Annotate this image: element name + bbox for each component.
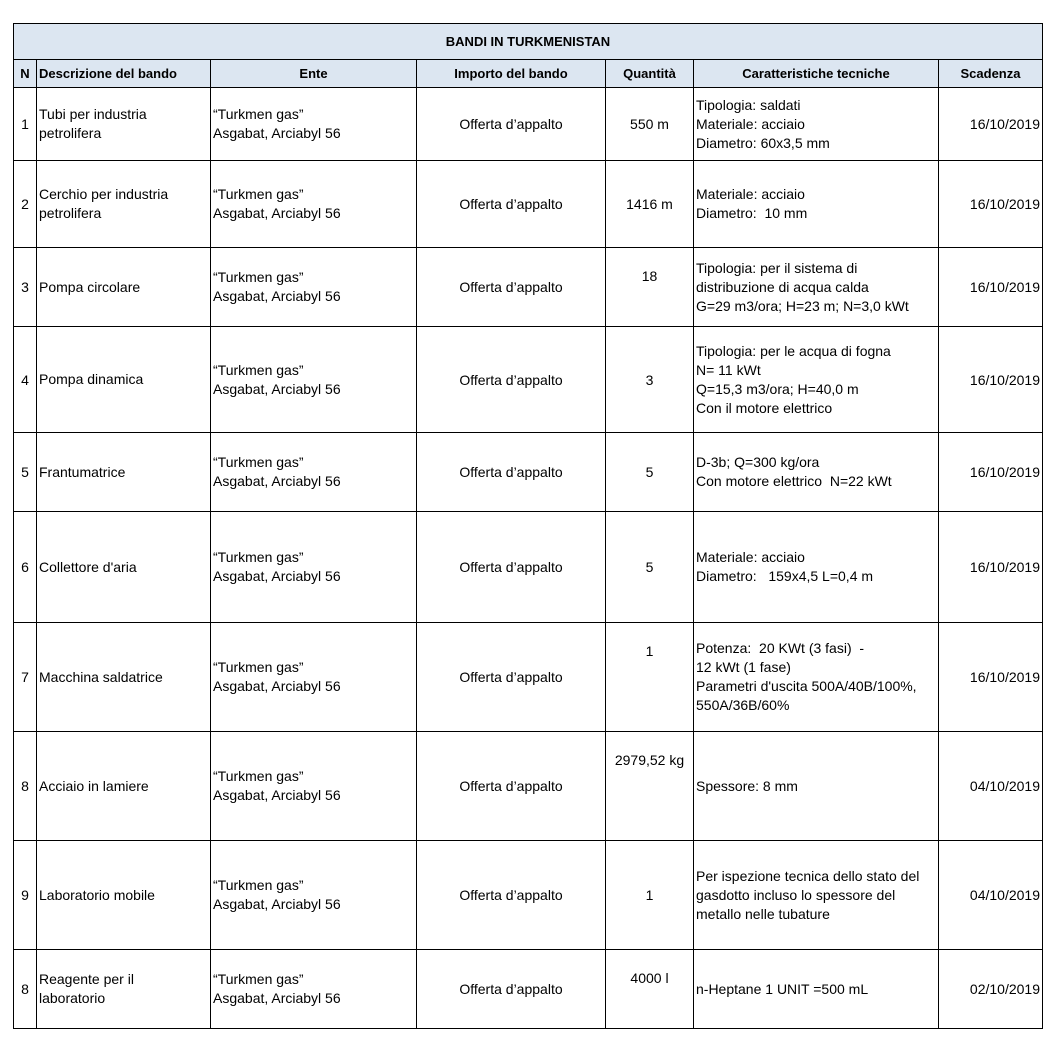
cell-ente [211,512,417,623]
cell-line: Potenza: 20 KWt (3 fasi) - [696,640,865,656]
cell-scadenza: 16/10/2019 [939,512,1043,623]
table-row [14,433,1043,512]
cell-scadenza: 04/10/2019 [939,732,1043,841]
cell-descrizione [37,88,211,161]
header-descrizione: Descrizione del bando [37,60,211,88]
cell-descrizione [37,950,211,1029]
cell-ente [211,433,417,512]
cell-importo: Offerta d’appalto [417,248,606,327]
cell-scadenza: 02/10/2019 [939,950,1043,1029]
cell-quantita: 3 [606,327,694,433]
cell-importo: Offerta d’appalto [417,327,606,433]
cell-line: laboratorio [39,990,106,1006]
cell-descrizione [37,841,211,950]
table-title-row [14,24,1043,60]
cell-caratteristiche [694,433,939,512]
cell-line: 12 kWt (1 fase) [696,659,791,675]
cell-caratteristiche [694,512,939,623]
table-row [14,512,1043,623]
table-row [14,327,1043,433]
cell-n: 7 [14,623,37,732]
table-row [14,841,1043,950]
cell-n: 8 [14,732,37,841]
cell-n: 8 [14,950,37,1029]
cell-ente [211,841,417,950]
table-row [14,161,1043,248]
cell-line: Parametri d'uscita 500A/40B/100%, [696,678,917,694]
cell-caratteristiche [694,161,939,248]
cell-line: 550A/36B/60% [696,697,790,713]
cell-quantita: 1 [606,841,694,950]
cell-line: Laboratorio mobile [39,886,155,903]
cell-ente [211,327,417,433]
cell-descrizione [37,623,211,732]
cell-caratteristiche [694,732,939,841]
cell-line: Asgabat, Arciabyl 56 [213,205,341,221]
cell-line: Diametro: 159x4,5 L=0,4 m [696,568,874,584]
cell-line: Macchina saldatrice [39,668,163,685]
cell-importo: Offerta d’appalto [417,623,606,732]
cell-caratteristiche [694,950,939,1029]
cell-line: Materiale: acciaio [696,549,805,565]
cell-quantita: 2979,52 kg [606,732,694,841]
cell-line: “Turkmen gas” [213,659,304,675]
cell-ente [211,950,417,1029]
cell-line: Asgabat, Arciabyl 56 [213,288,341,304]
table-row [14,950,1043,1029]
cell-line: Con il motore elettrico [696,399,833,416]
cell-scadenza: 16/10/2019 [939,433,1043,512]
cell-line: Asgabat, Arciabyl 56 [213,125,341,141]
tenders-table-frame [13,23,1041,1029]
cell-quantita: 1416 m [606,161,694,248]
cell-line: Tipologia: saldati [696,96,801,113]
table-row [14,248,1043,327]
cell-importo: Offerta d’appalto [417,161,606,248]
cell-scadenza: 04/10/2019 [939,841,1043,950]
cell-line: Diametro: 10 mm [696,205,808,221]
cell-ente [211,161,417,248]
cell-line: Materiale: acciaio [696,186,805,202]
cell-line: Acciaio in lamiere [39,777,149,794]
cell-scadenza: 16/10/2019 [939,88,1043,161]
cell-line: gasdotto incluso lo spessore del [696,886,896,903]
cell-quantita: 5 [606,512,694,623]
table-row [14,623,1043,732]
table-row [14,88,1043,161]
cell-line: Pompa circolare [39,278,141,295]
cell-line: metallo nelle tubature [696,905,830,922]
cell-scadenza: 16/10/2019 [939,161,1043,248]
cell-caratteristiche [694,841,939,950]
cell-importo: Offerta d’appalto [417,512,606,623]
cell-caratteristiche [694,248,939,327]
cell-line: Asgabat, Arciabyl 56 [213,787,341,803]
cell-descrizione [37,433,211,512]
cell-descrizione [37,732,211,841]
cell-descrizione [37,512,211,623]
cell-ente [211,732,417,841]
header-caratteristiche: Caratteristiche tecniche [694,60,939,88]
cell-line: Collettore d'aria [39,558,137,575]
cell-importo: Offerta d’appalto [417,88,606,161]
cell-line: Tipologia: per le acqua di fogna [696,342,891,359]
cell-line: “Turkmen gas” [213,971,304,987]
cell-line: Asgabat, Arciabyl 56 [213,678,341,694]
cell-line: “Turkmen gas” [213,361,304,378]
cell-line: Asgabat, Arciabyl 56 [213,473,341,489]
cell-line: Tipologia: per il sistema di [696,259,858,276]
cell-importo: Offerta d’appalto [417,950,606,1029]
cell-line: Materiale: acciaio [696,115,805,132]
cell-line: Cerchio per industria [39,186,169,202]
header-n: N [14,60,37,88]
cell-line: “Turkmen gas” [213,877,304,893]
cell-line: “Turkmen gas” [213,454,304,470]
cell-line: Asgabat, Arciabyl 56 [213,896,341,912]
cell-line: Con motore elettrico N=22 kWt [696,473,892,489]
cell-line: distribuzione di acqua calda [696,278,869,295]
cell-line: D-3b; Q=300 kg/ora [696,454,820,470]
header-row [14,60,1043,88]
cell-line: Asgabat, Arciabyl 56 [213,990,341,1006]
cell-line: “Turkmen gas” [213,768,304,784]
cell-importo: Offerta d’appalto [417,433,606,512]
cell-quantita: 18 [606,248,694,327]
cell-line: Per ispezione tecnica dello stato del [696,867,920,884]
cell-importo: Offerta d’appalto [417,841,606,950]
cell-line: Spessore: 8 mm [696,777,798,794]
cell-line: Tubi per industria [39,106,147,122]
cell-line: Reagente per il [39,971,134,987]
header-importo: Importo del bando [417,60,606,88]
cell-line: n-Heptane 1 UNIT =500 mL [696,980,869,997]
cell-line: petrolifera [39,205,102,221]
table-title: BANDI IN TURKMENISTAN [14,24,1043,60]
cell-quantita: 1 [606,623,694,732]
cell-ente [211,248,417,327]
cell-ente [211,88,417,161]
header-ente: Ente [211,60,417,88]
cell-n: 5 [14,433,37,512]
cell-scadenza: 16/10/2019 [939,327,1043,433]
cell-n: 4 [14,327,37,433]
cell-descrizione [37,161,211,248]
cell-quantita: 5 [606,433,694,512]
cell-importo: Offerta d’appalto [417,732,606,841]
cell-line: “Turkmen gas” [213,549,304,565]
header-quantita: Quantità [606,60,694,88]
cell-line: Pompa dinamica [39,371,144,387]
cell-line: Asgabat, Arciabyl 56 [213,380,341,397]
cell-descrizione [37,327,211,433]
table-row [14,732,1043,841]
header-scadenza: Scadenza [939,60,1043,88]
cell-line: Q=15,3 m3/ora; H=40,0 m [696,380,859,397]
cell-n: 1 [14,88,37,161]
tenders-table [13,23,1043,1029]
cell-caratteristiche [694,327,939,433]
cell-line: “Turkmen gas” [213,269,304,285]
cell-line: “Turkmen gas” [213,106,304,122]
cell-line: N= 11 kWt [696,361,761,378]
cell-line: “Turkmen gas” [213,186,304,202]
cell-caratteristiche [694,623,939,732]
cell-line: Diametro: 60x3,5 mm [696,134,830,151]
cell-line: G=29 m3/ora; H=23 m; N=3,0 kWt [696,297,909,314]
cell-n: 2 [14,161,37,248]
cell-scadenza: 16/10/2019 [939,623,1043,732]
cell-scadenza: 16/10/2019 [939,248,1043,327]
cell-ente [211,623,417,732]
cell-quantita: 4000 l [606,950,694,1029]
cell-n: 6 [14,512,37,623]
cell-caratteristiche [694,88,939,161]
cell-descrizione [37,248,211,327]
cell-line: Frantumatrice [39,463,126,480]
cell-line: Asgabat, Arciabyl 56 [213,568,341,584]
cell-n: 9 [14,841,37,950]
cell-quantita: 550 m [606,88,694,161]
cell-line: petrolifera [39,125,102,141]
cell-n: 3 [14,248,37,327]
